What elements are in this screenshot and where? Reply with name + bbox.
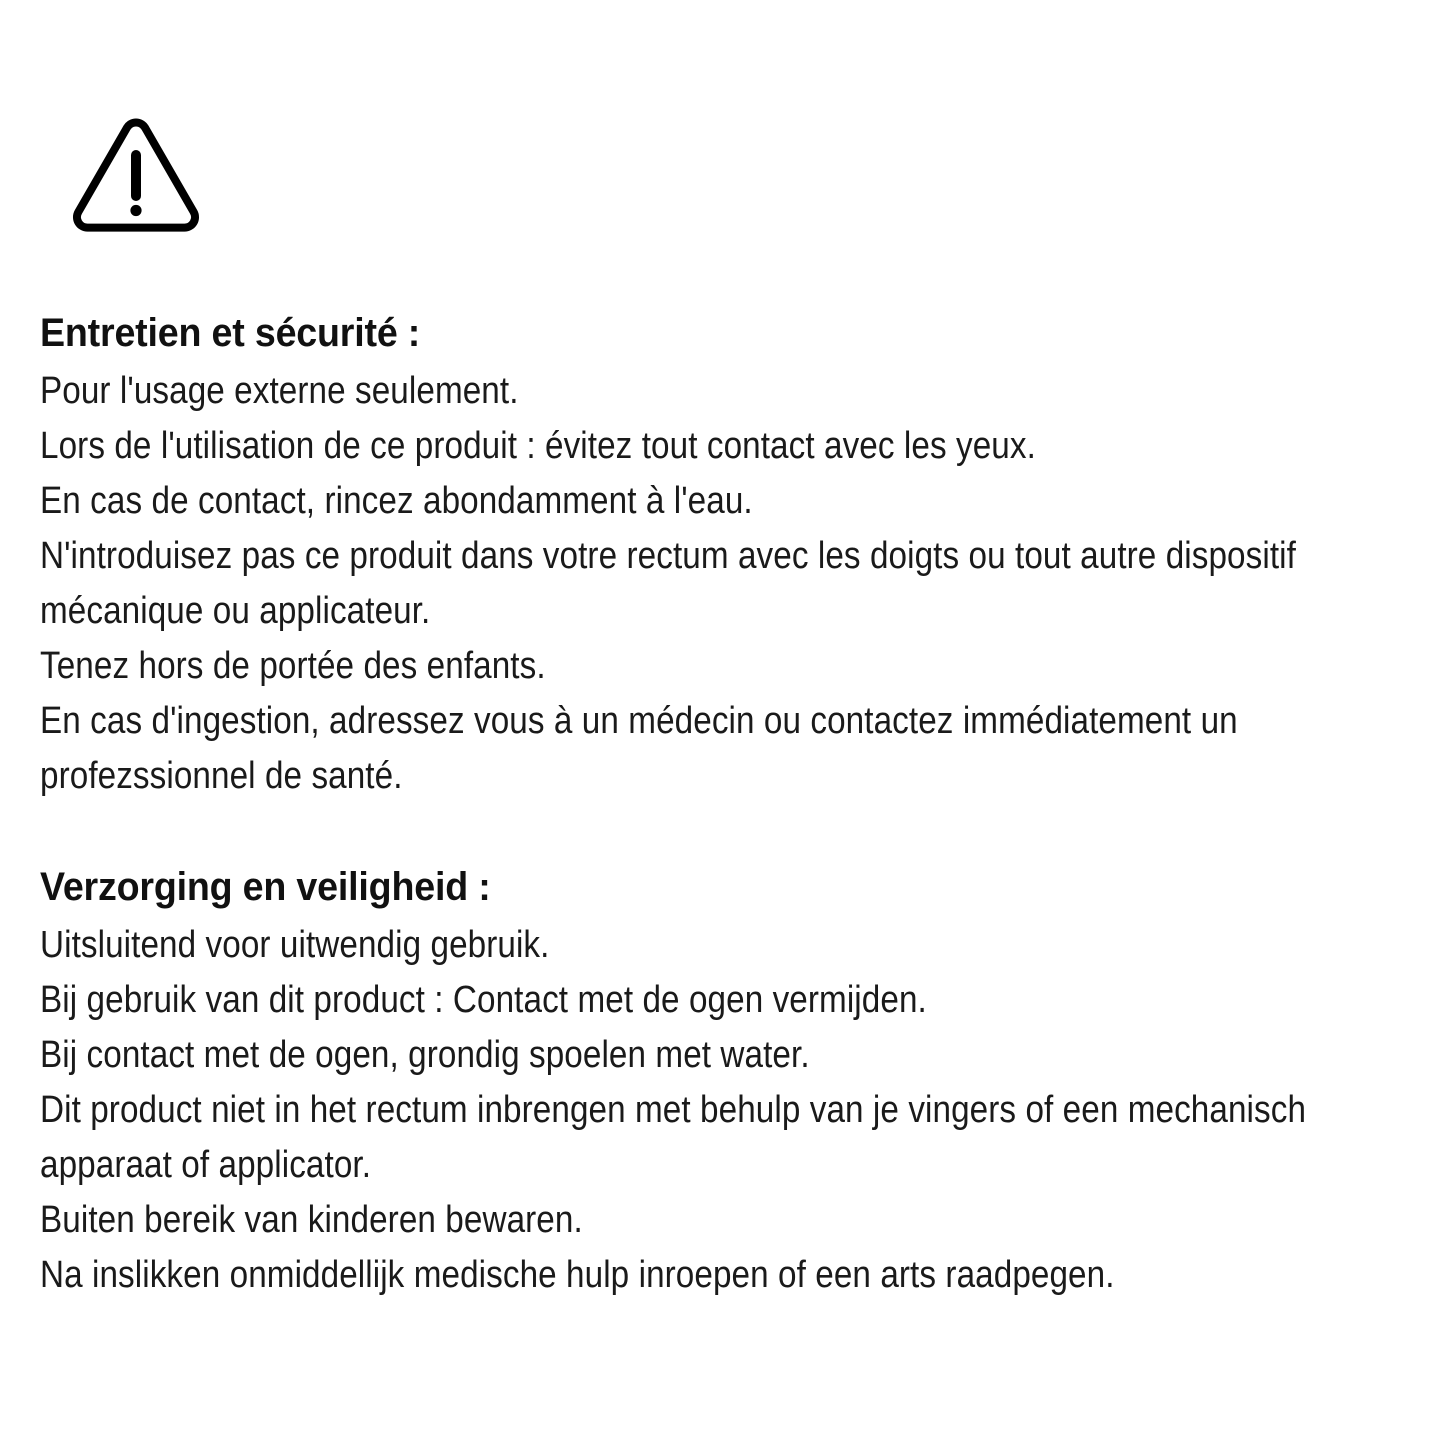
body-line: Bij contact met de ogen, grondig spoelen met water. bbox=[40, 1034, 810, 1076]
warning-triangle-icon bbox=[68, 112, 204, 232]
section-heading-fr: Entretien et sécurité : bbox=[40, 311, 421, 355]
body-line: Dit product niet in het rectum inbrengen met behulp van je vingers of een mechanisch apparaat of applicator. bbox=[40, 1089, 1307, 1186]
safety-text-content bbox=[40, 306, 1440, 1303]
section-fr bbox=[40, 306, 1440, 804]
body-line: Tenez hors de portée des enfants. bbox=[40, 645, 546, 687]
body-lines-nl bbox=[40, 918, 1440, 1303]
body-line: En cas de contact, rincez abondamment à l'eau. bbox=[40, 480, 753, 522]
body-line: Na inslikken onmiddellijk medische hulp inroepen of een arts raadpegen. bbox=[40, 1254, 1115, 1296]
body-line: N'introduisez pas ce produit dans votre rectum avec les doigts ou tout autre dispositif mécanique ou applicateur. bbox=[40, 535, 1296, 632]
section-heading-nl: Verzorging en veiligheid : bbox=[40, 865, 491, 909]
body-line: En cas d'ingestion, adressez vous à un médecin ou contactez immédiatement un profezssionnel de santé. bbox=[40, 700, 1238, 797]
body-line: Lors de l'utilisation de ce produit : évitez tout contact avec les yeux. bbox=[40, 425, 1036, 467]
body-line: Uitsluitend voor uitwendig gebruik. bbox=[40, 924, 550, 966]
body-line: Pour l'usage externe seulement. bbox=[40, 370, 519, 412]
body-line: Buiten bereik van kinderen bewaren. bbox=[40, 1199, 583, 1241]
section-nl bbox=[40, 860, 1440, 1303]
body-line: Bij gebruik van dit product : Contact met de ogen vermijden. bbox=[40, 979, 927, 1021]
body-lines-fr bbox=[40, 364, 1440, 804]
